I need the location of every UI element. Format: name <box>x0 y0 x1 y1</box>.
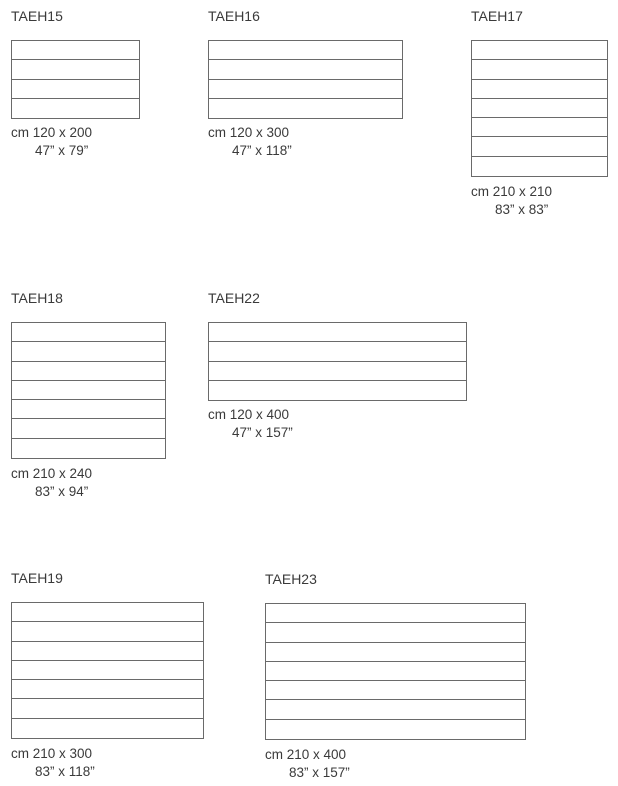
product-taeh22 <box>208 290 470 450</box>
slat-divider <box>209 380 466 381</box>
product-code: TAEH18 <box>11 290 63 306</box>
slat-divider <box>472 79 607 80</box>
slat-divider <box>12 621 203 622</box>
panel-diagram <box>265 603 526 740</box>
panel-diagram <box>11 40 140 119</box>
slat-divider <box>472 117 607 118</box>
slat-divider <box>266 661 525 662</box>
slat-divider <box>266 719 525 720</box>
slat-divider <box>12 98 139 99</box>
slat-divider <box>12 641 203 642</box>
dimensions-inches: 47” x 118” <box>232 143 292 158</box>
dimensions-cm: cm 120 x 300 <box>208 125 290 140</box>
slat-divider <box>266 642 525 643</box>
panel-diagram <box>11 602 204 739</box>
product-taeh17 <box>471 8 611 223</box>
slat-divider <box>209 341 466 342</box>
dimensions-inches: 47” x 157” <box>232 425 293 440</box>
panel-diagram <box>208 322 467 401</box>
slat-divider <box>12 660 203 661</box>
panel-diagram <box>208 40 403 119</box>
dimensions-inches: 83” x 94” <box>35 484 89 499</box>
slat-divider <box>209 59 402 60</box>
product-taeh23 <box>265 571 529 785</box>
slat-divider <box>12 380 165 381</box>
slat-divider <box>12 341 165 342</box>
dimensions-cm: cm 210 x 400 <box>265 747 347 762</box>
slat-divider <box>12 718 203 719</box>
product-code: TAEH16 <box>208 8 260 24</box>
slat-divider <box>472 59 607 60</box>
slat-divider <box>12 361 165 362</box>
product-code: TAEH19 <box>11 570 63 586</box>
dimensions-cm: cm 210 x 240 <box>11 466 93 481</box>
product-taeh18 <box>11 290 171 505</box>
slat-divider <box>472 98 607 99</box>
dimensions-inches: 47” x 79” <box>35 143 89 158</box>
dimensions-cm: cm 210 x 210 <box>471 184 553 199</box>
panel-diagram <box>471 40 608 177</box>
slat-divider <box>12 679 203 680</box>
slat-divider <box>12 59 139 60</box>
slat-divider <box>266 699 525 700</box>
dimensions-cm: cm 120 x 400 <box>208 407 290 422</box>
slat-divider <box>209 98 402 99</box>
slat-divider <box>472 136 607 137</box>
slat-divider <box>472 156 607 157</box>
slat-divider <box>209 79 402 80</box>
slat-divider <box>266 680 525 681</box>
slat-divider <box>266 622 525 623</box>
slat-divider <box>209 361 466 362</box>
dimensions-cm: cm 120 x 200 <box>11 125 93 140</box>
dimensions-inches: 83” x 118” <box>35 764 95 779</box>
product-taeh16 <box>208 8 408 168</box>
slat-divider <box>12 399 165 400</box>
dimensions-inches: 83” x 157” <box>289 765 350 780</box>
slat-divider <box>12 698 203 699</box>
product-taeh19 <box>11 570 211 785</box>
product-code: TAEH17 <box>471 8 523 24</box>
slat-divider <box>12 79 139 80</box>
slat-divider <box>12 438 165 439</box>
product-code: TAEH23 <box>265 571 317 587</box>
dimensions-cm: cm 210 x 300 <box>11 746 93 761</box>
product-code: TAEH22 <box>208 290 260 306</box>
dimensions-inches: 83” x 83” <box>495 202 549 217</box>
product-taeh15 <box>11 8 141 168</box>
slat-divider <box>12 418 165 419</box>
product-code: TAEH15 <box>11 8 63 24</box>
panel-diagram <box>11 322 166 459</box>
